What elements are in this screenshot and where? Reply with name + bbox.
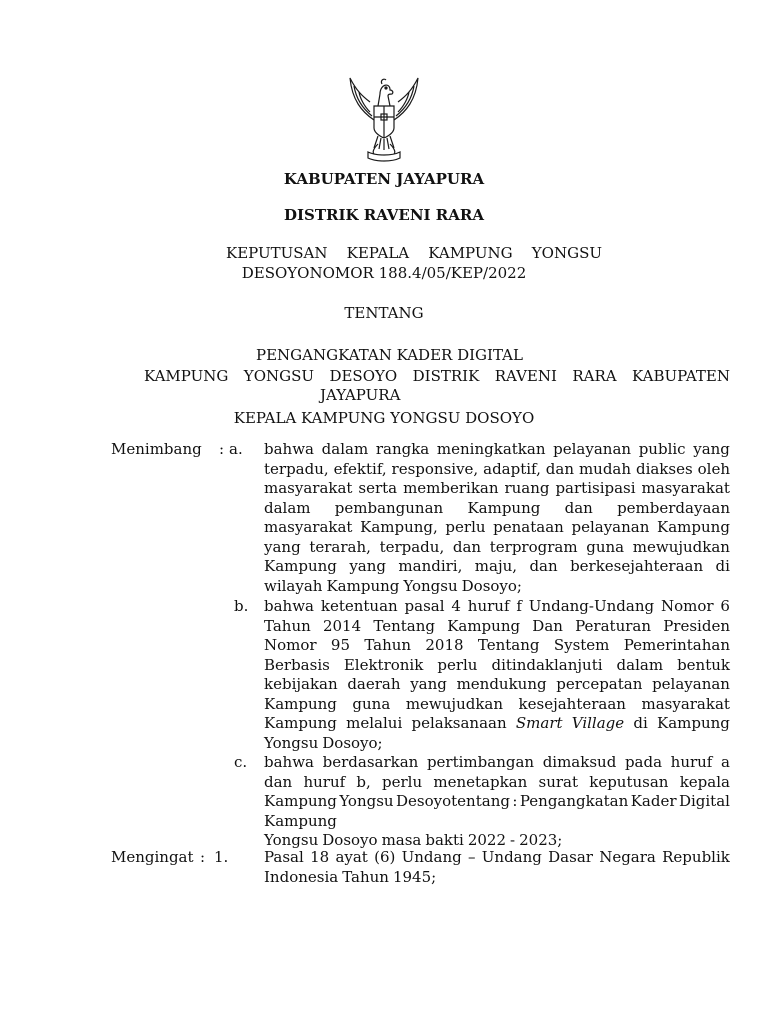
- word: pada: [624, 753, 663, 771]
- subject-word: KABUPATEN: [632, 367, 730, 385]
- word: Negara: [599, 848, 656, 866]
- word: mudah: [578, 459, 632, 478]
- word: yang: [410, 675, 447, 693]
- word: public: [638, 440, 686, 458]
- garuda-emblem-icon: [344, 72, 424, 162]
- word: ditindaklanjuti: [491, 655, 603, 674]
- word: dalam: [264, 498, 311, 517]
- word: Desoyotentang: [396, 792, 510, 810]
- considering-marker-a: a.: [229, 440, 243, 458]
- word: dan: [564, 498, 593, 517]
- word: Tahun: [342, 867, 389, 886]
- decree-word: KEPUTUSAN: [226, 244, 328, 262]
- paragraph-line: [264, 695, 730, 713]
- word: dan: [264, 772, 293, 791]
- word: masyarakat: [641, 479, 730, 497]
- word: Dasar: [548, 848, 593, 866]
- decree-word: YONGSU: [531, 244, 602, 262]
- considering-label: Menimbang: [111, 440, 202, 458]
- word: Yongsu: [264, 733, 319, 752]
- word: Dan: [532, 616, 563, 635]
- word: pembangunan: [334, 498, 444, 517]
- word: menetapkan: [433, 772, 528, 791]
- word: memberikan: [403, 479, 499, 497]
- word: pemberdayaan: [617, 498, 730, 517]
- word: Dosoyo;: [322, 733, 383, 752]
- word: dan: [452, 537, 482, 556]
- word: ayat: [335, 848, 368, 866]
- word: pertimbangan: [426, 753, 535, 771]
- subject-word: YONGSU: [243, 367, 315, 385]
- word: Peraturan: [575, 616, 652, 635]
- word: surat: [538, 772, 578, 791]
- subject-line3: JAYAPURA: [320, 386, 401, 404]
- word: serta: [358, 479, 398, 497]
- word: diakses: [635, 459, 693, 478]
- word: Tahun: [264, 616, 311, 635]
- word: Pasal: [264, 848, 304, 866]
- word: Yongsu: [339, 792, 394, 810]
- word: masyarakat: [264, 479, 353, 497]
- word: mandiri,: [398, 557, 463, 575]
- word: Dosoyo: [322, 831, 378, 849]
- word: rangka: [375, 440, 430, 458]
- word: 1945;: [392, 867, 437, 886]
- decree-title-line1: [226, 244, 602, 262]
- word: :: [512, 792, 518, 810]
- district-title: DISTRIK RAVENI RARA: [283, 206, 484, 224]
- remembering-label: Mengingat: [111, 848, 194, 866]
- word: –: [468, 848, 476, 866]
- word: Pemerintahan: [623, 636, 730, 654]
- word: Dosoyo;: [461, 576, 522, 595]
- word: bahwa: [264, 753, 314, 771]
- word: wilayah: [264, 576, 323, 595]
- word: pelayanan: [553, 440, 632, 458]
- paragraph-line: [264, 773, 730, 791]
- word: (6): [374, 848, 396, 866]
- paragraph-line: [264, 597, 730, 615]
- word: di: [715, 557, 730, 575]
- word: Undang: [401, 848, 462, 866]
- word: terarah,: [309, 537, 371, 556]
- word: Kampung: [264, 694, 337, 713]
- word: pelayanan: [571, 518, 650, 536]
- word: guna: [586, 537, 625, 556]
- word: 2018: [425, 636, 464, 654]
- paragraph-line: [264, 848, 730, 866]
- word: bentuk: [677, 655, 730, 674]
- word: masa: [381, 831, 422, 849]
- word: f: [516, 597, 522, 615]
- paragraph-line: [264, 656, 730, 674]
- word: yang: [693, 440, 730, 458]
- subject-word: RAVENI: [494, 367, 557, 385]
- paragraph-line: [264, 792, 730, 810]
- word: 95: [330, 636, 350, 654]
- word: dalam: [321, 440, 369, 458]
- word: yang: [349, 557, 386, 575]
- word: bakti: [425, 831, 464, 849]
- word: ketentuan: [320, 597, 398, 615]
- word: Nomor: [264, 636, 317, 654]
- paragraph-line: [264, 636, 730, 654]
- word: Yongsu: [264, 831, 319, 849]
- word: huruf: [303, 772, 346, 791]
- regency-title: KABUPATEN JAYAPURA: [283, 170, 485, 188]
- word: 18: [310, 848, 330, 866]
- word: mewujudkan: [632, 537, 730, 556]
- word: 6: [720, 597, 730, 615]
- word: Tentang: [373, 616, 435, 635]
- word: Pengangkatan: [519, 792, 629, 810]
- word: pelayanan: [652, 675, 730, 693]
- word: Kader: [630, 792, 677, 810]
- word: 2023;: [519, 831, 563, 849]
- word: Berbasis: [264, 655, 330, 674]
- paragraph-line: [264, 714, 730, 732]
- word: ruang: [504, 479, 550, 497]
- paragraph-line: [264, 499, 730, 517]
- subject-word: RARA: [572, 367, 617, 385]
- word: Kampung: [264, 714, 337, 732]
- paragraph-line: [264, 675, 730, 693]
- subject-word: DISTRIK: [412, 367, 480, 385]
- word: Tahun: [364, 636, 412, 654]
- word: partisipasi: [555, 479, 636, 497]
- word: dan: [529, 557, 558, 575]
- word: Undang: [481, 848, 542, 866]
- word: Kampung: [264, 557, 337, 575]
- word: meningkatkan: [436, 440, 546, 458]
- word: Kampung,: [360, 518, 438, 536]
- paragraph-line: [264, 617, 730, 635]
- word: Kampung: [326, 576, 400, 595]
- word: guna: [352, 694, 391, 713]
- word: 2014: [322, 616, 362, 635]
- about-heading: TENTANG: [344, 304, 424, 322]
- word: Indonesia: [264, 867, 339, 886]
- word: Elektronik: [343, 655, 424, 674]
- subject-line1: PENGANGKATAN KADER DIGITAL: [256, 346, 523, 364]
- word: Kampung: [447, 616, 521, 635]
- word: 2022: [467, 831, 507, 849]
- considering-marker-b: b.: [234, 597, 249, 615]
- paragraph-line: [264, 518, 730, 536]
- word: huruf: [670, 753, 713, 771]
- word: pasal: [404, 597, 445, 615]
- word: terpadu,: [379, 537, 445, 556]
- word: kepala: [679, 772, 730, 791]
- word: Kampung: [467, 498, 541, 517]
- word: 4: [451, 597, 461, 615]
- decree-number: DESOYONOMOR 188.4/05/KEP/2022: [241, 264, 527, 282]
- paragraph-line: [264, 460, 730, 478]
- word: perlu: [437, 655, 478, 674]
- paragraph-line: [264, 577, 730, 595]
- word: melalui: [346, 714, 403, 732]
- word: responsive,: [391, 459, 479, 478]
- word: dan: [545, 459, 574, 478]
- word: -: [510, 831, 516, 849]
- word: Village: [571, 714, 625, 732]
- paragraph-line: [264, 868, 730, 886]
- remembering-marker-1: 1.: [214, 848, 229, 866]
- paragraph-line: [264, 753, 730, 771]
- word: masyarakat: [641, 694, 730, 713]
- word: berdasarkan: [322, 753, 419, 771]
- word: Yongsu: [403, 576, 458, 595]
- word: System: [553, 636, 610, 654]
- word: dimaksud: [542, 753, 617, 771]
- word: Kampung: [657, 714, 730, 732]
- word: efektif,: [333, 459, 387, 478]
- word: keputusan: [589, 772, 669, 791]
- word: masyarakat: [264, 518, 353, 536]
- word: berkesejahteraan: [570, 557, 704, 575]
- word: terprogram: [489, 537, 578, 556]
- considering-colon: :: [219, 440, 225, 458]
- subject-word: DESOYO: [329, 367, 398, 385]
- word: adaptif,: [483, 459, 541, 478]
- word: Nomor: [660, 597, 714, 615]
- considering-marker-c: c.: [234, 753, 248, 771]
- word: pelaksanaan: [411, 714, 507, 732]
- word: Republik: [662, 848, 730, 866]
- word: Kampung: [264, 811, 337, 830]
- word: yang: [264, 537, 301, 556]
- word: bahwa: [264, 597, 314, 615]
- word: mewujudkan: [405, 694, 504, 713]
- word: percepatan: [556, 675, 643, 693]
- word: oleh: [697, 459, 730, 478]
- word: Presiden: [663, 616, 730, 635]
- word: Undang-Undang: [528, 597, 655, 615]
- authority-heading: KEPALA KAMPUNG YONGSU DOSOYO: [233, 409, 535, 427]
- word: terpadu,: [264, 459, 329, 478]
- word: Smart: [515, 714, 563, 732]
- word: Kampung: [657, 518, 730, 536]
- word: kesejahteraan: [518, 694, 626, 713]
- paragraph-line: [264, 557, 730, 575]
- paragraph-line: [264, 538, 730, 556]
- word: perlu: [445, 518, 486, 536]
- word: mendukung: [456, 675, 547, 693]
- word: dalam: [616, 655, 664, 674]
- word: maju,: [474, 557, 518, 575]
- paragraph-line: [264, 734, 730, 752]
- paragraph-line: [264, 831, 730, 849]
- paragraph-line: [264, 812, 730, 830]
- remembering-colon: :: [200, 848, 206, 866]
- word: b,: [356, 772, 371, 791]
- word: daerah: [347, 675, 401, 693]
- word: penataan: [493, 518, 564, 536]
- word: kebijakan: [264, 675, 338, 693]
- word: Tentang: [477, 636, 540, 654]
- word: perlu: [382, 772, 423, 791]
- decree-word: KAMPUNG: [428, 244, 513, 262]
- word: di: [633, 714, 648, 732]
- subject-line2: [144, 367, 730, 385]
- word: Kampung: [264, 792, 337, 810]
- word: bahwa: [264, 440, 314, 458]
- word: Digital: [678, 792, 730, 810]
- decree-word: KEPALA: [346, 244, 410, 262]
- paragraph-line: [264, 440, 730, 458]
- word: huruf: [467, 597, 510, 615]
- word: a: [721, 753, 730, 771]
- paragraph-line: [264, 479, 730, 497]
- subject-word: KAMPUNG: [144, 367, 229, 385]
